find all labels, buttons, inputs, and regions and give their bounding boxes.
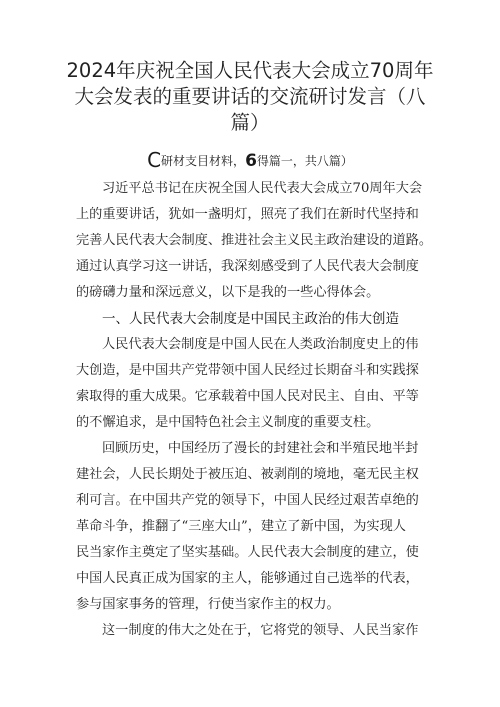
body-text-line: 通过认真学习这一讲话，我深刻感受到了人民代表大会制度 xyxy=(76,259,419,274)
body-text-line: 民当家作主奠定了坚实基础。人民代表大会制度的建立，使 xyxy=(76,545,419,560)
subtitle-text-a: 研材支⽬材料， xyxy=(161,154,246,168)
body-text-line: 回顾历史，中国经历了漫长的封建社会和半殖民地半封 xyxy=(102,441,419,456)
title-line-2: 大会发表的重要讲话的交流研讨发言（八 xyxy=(74,85,426,108)
body-text-line: 的不懈追求，是中国特色社会主义制度的重要支柱。 xyxy=(76,415,380,430)
title-line-3: 篇） xyxy=(230,111,270,134)
body-text-line: 参与国家事务的管理，行使当家作主的权力。 xyxy=(76,597,340,612)
document-subtitle xyxy=(0,148,500,172)
title-line-1: 2024年庆祝全国人民代表大会成立70周年 xyxy=(66,59,434,82)
body-text-line: 利可言。在中国共产党的领导下，中国人民经过艰苦卓绝的 xyxy=(76,493,419,508)
section-heading: 一、人民代表大会制度是中国民主政治的伟大创造 xyxy=(102,311,399,327)
body-text-line: 建社会，人民长期处于被压迫、被剥削的境地，毫无民主权 xyxy=(76,467,419,482)
subtitle-lead-letter: C xyxy=(147,148,162,172)
document-body xyxy=(76,176,436,644)
body-text-line: 革命斗争，推翻了“三座大山”，建立了新中国，为实现人 xyxy=(76,519,406,534)
subtitle-number: 6 xyxy=(245,151,257,171)
subtitle-text-b: 得篇一，共八篇） xyxy=(256,154,353,168)
body-text-line: 习近平总书记在庆祝全国人民代表大会成立70周年大会 xyxy=(102,181,423,196)
body-text-line: 的磅礴力量和深远意义，以下是我的一些心得体会。 xyxy=(76,285,380,300)
body-text-line: 这一制度的伟大之处在于，它将党的领导、人民当家作 xyxy=(102,623,419,638)
body-text-line: 大创造，是中国共产党带领中国人民经过长期奋斗和实践探 xyxy=(76,363,419,378)
body-text-line: 索取得的重大成果。它承载着中国人民对民主、自由、平等 xyxy=(76,389,419,404)
document-title xyxy=(60,58,440,136)
body-text-line: 中国人民真正成为国家的主人，能够通过自己选举的代表， xyxy=(76,571,419,586)
body-text-line: 上的重要讲话，犹如一盏明灯，照亮了我们在新时代坚持和 xyxy=(76,207,419,222)
body-text-line: 完善人民代表大会制度、推进社会主义民主政治建设的道路。 xyxy=(76,233,433,248)
body-text-line: 人民代表大会制度是中国人民在人类政治制度史上的伟 xyxy=(102,337,419,352)
